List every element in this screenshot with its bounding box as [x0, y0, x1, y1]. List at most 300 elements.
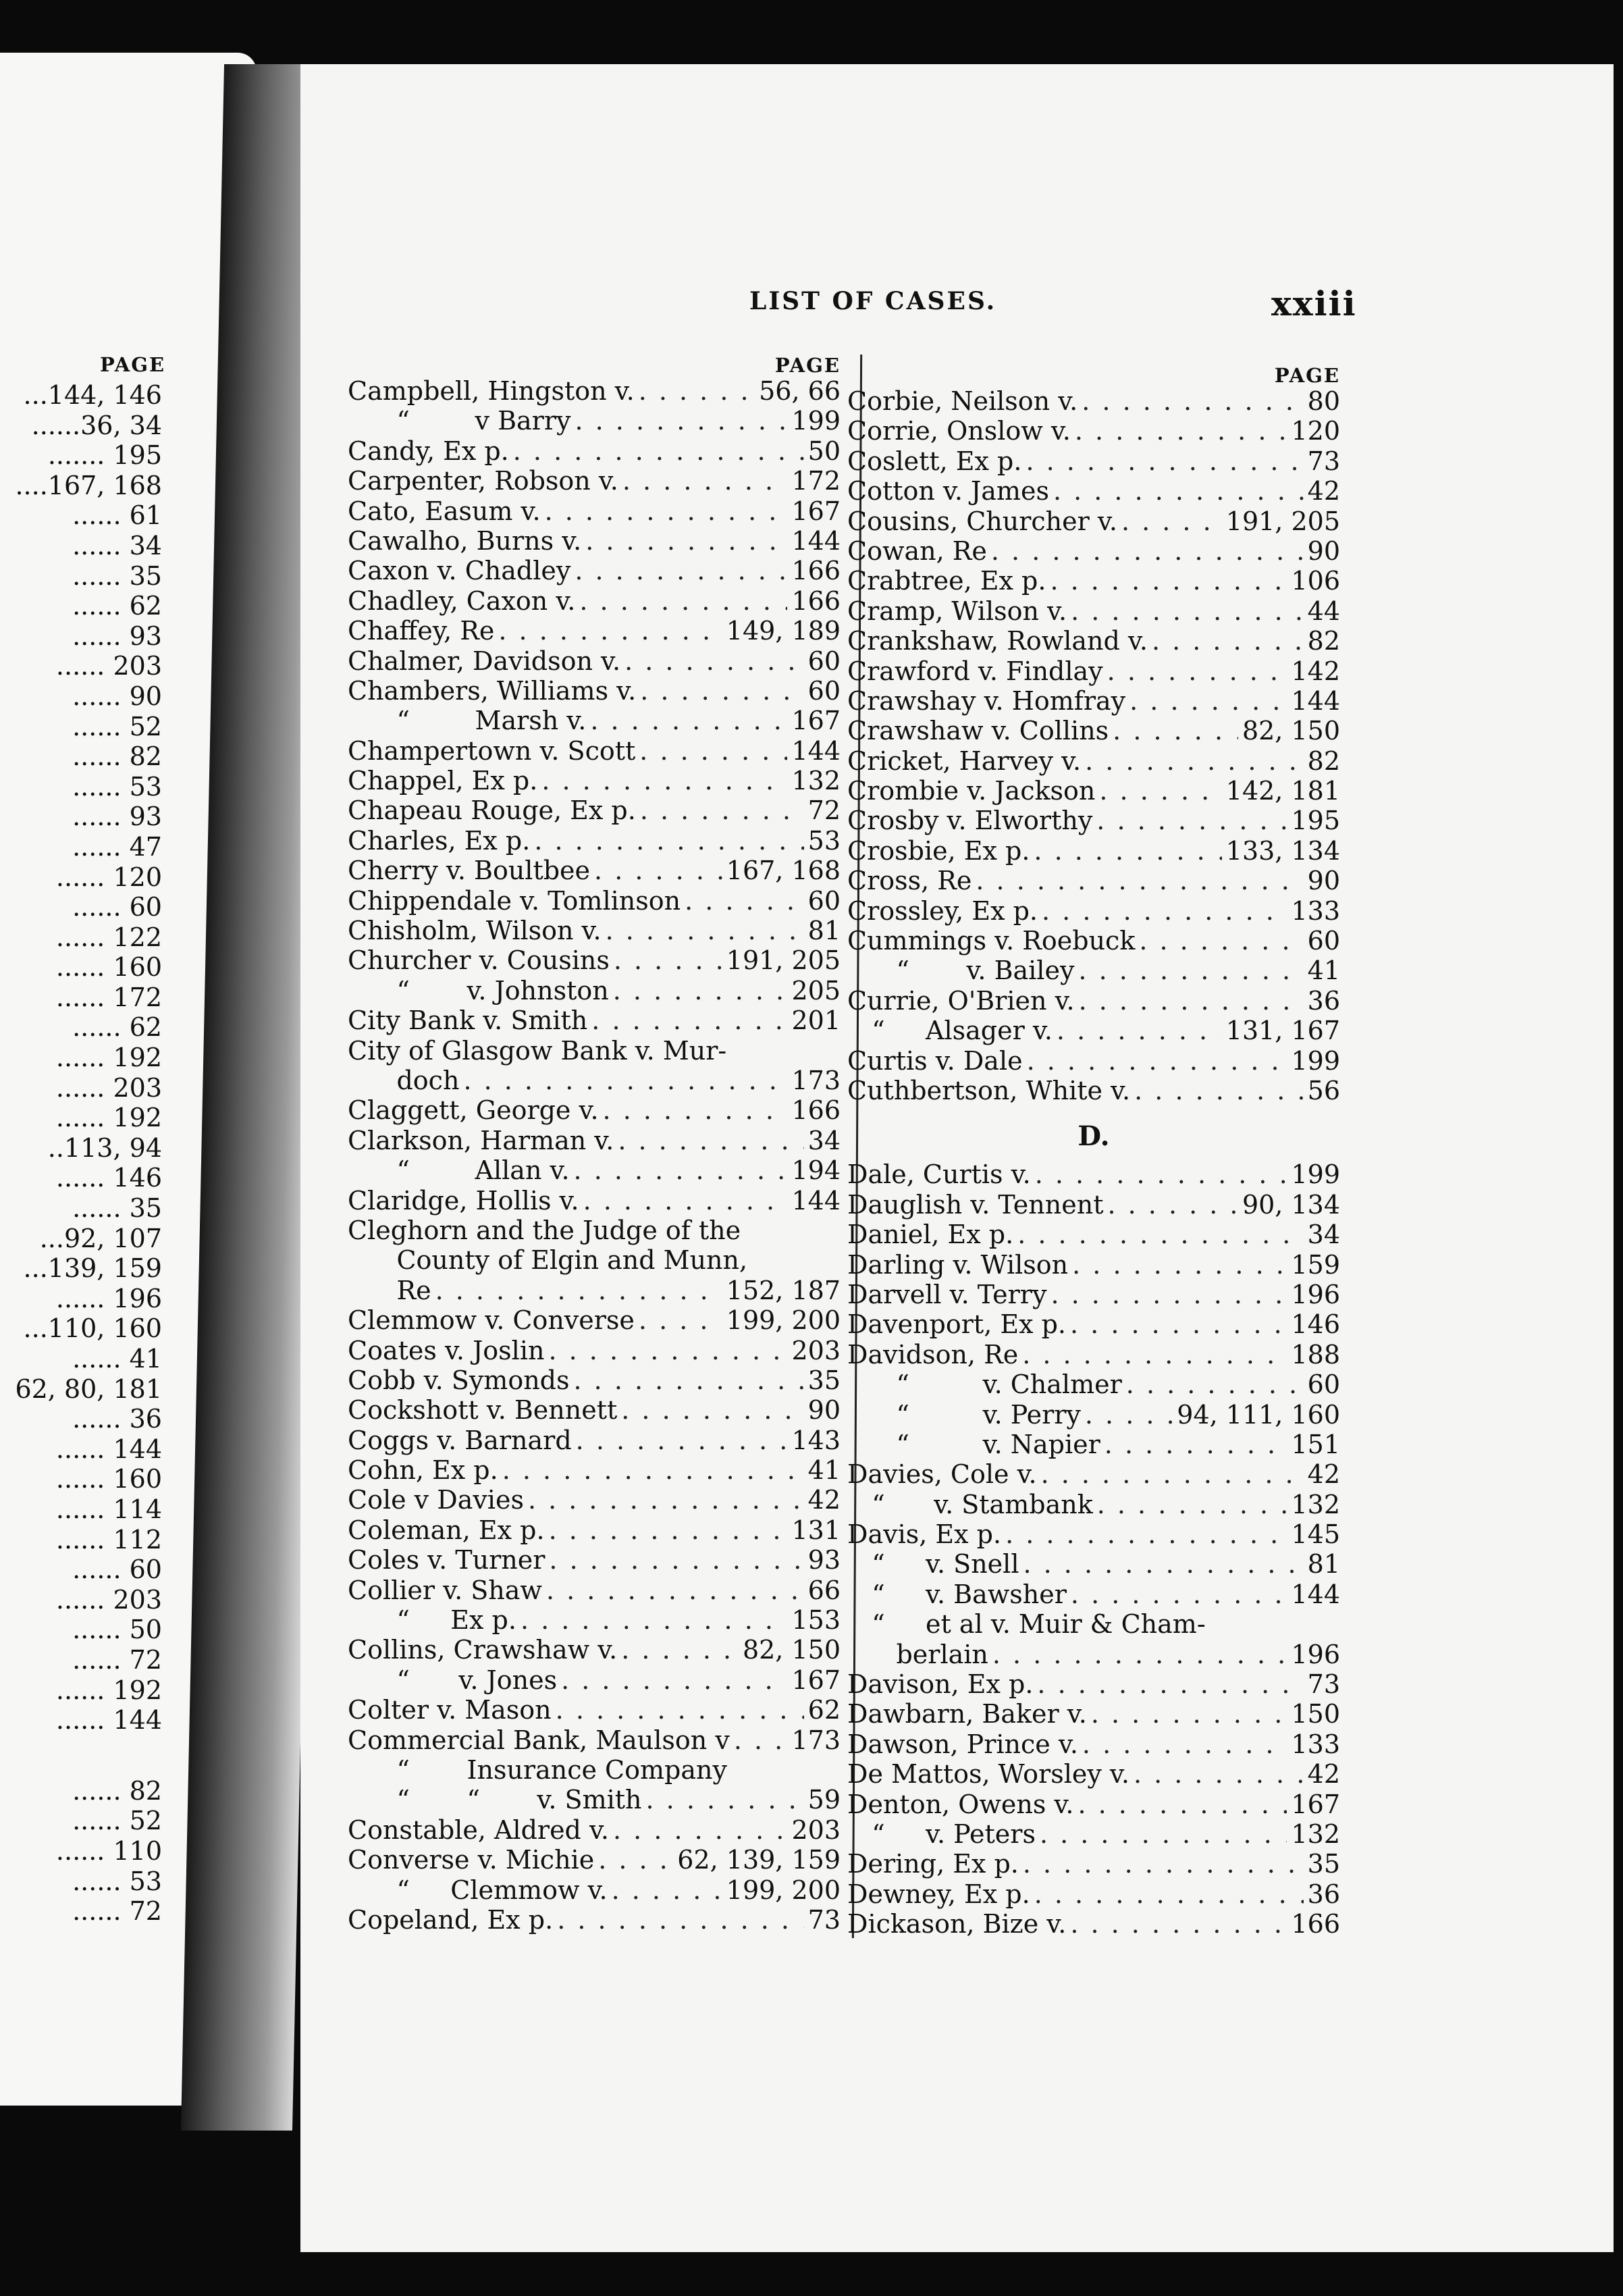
entry-page-number: 90, 134	[1242, 1189, 1340, 1220]
left-page-number-row: ...... 93	[72, 802, 162, 832]
dot-leader	[534, 826, 803, 856]
index-entry	[847, 1790, 1340, 1819]
left-page-number-row: ...... 34	[72, 530, 162, 560]
entry-case-name: Chalmer, Davidson v.	[348, 646, 621, 676]
dot-leader	[1040, 1819, 1287, 1849]
dot-leader	[590, 706, 787, 735]
entry-page-number: 142, 181	[1225, 776, 1340, 806]
left-page-number-row: ...... 90	[72, 681, 162, 711]
entry-page-number: 191, 205	[726, 945, 841, 976]
entry-page-number: 166	[791, 556, 841, 586]
entry-case-name: “ v. Bawsher	[847, 1579, 1067, 1609]
entry-page-number: 56	[1307, 1075, 1340, 1105]
index-entry	[847, 686, 1340, 716]
left-page-number-row: ...... 62	[72, 591, 162, 621]
index-entry	[847, 1580, 1340, 1609]
index-entry	[348, 1845, 841, 1875]
dot-leader	[1134, 1076, 1304, 1105]
index-entry	[847, 1159, 1340, 1189]
index-entry	[847, 446, 1340, 476]
index-entry	[348, 1515, 841, 1545]
left-page-number-row: ...... 52	[72, 711, 162, 741]
left-page-number-row: ...... 146	[55, 1163, 162, 1193]
entry-case-name: “ v. Chalmer	[847, 1369, 1122, 1400]
entry-case-name: County of Elgin and Munn,	[348, 1245, 748, 1276]
dot-leader	[1129, 686, 1287, 716]
entry-page-number: 191, 205	[1225, 506, 1340, 536]
entry-case-name: Claridge, Hollis v.	[348, 1185, 579, 1216]
entry-page-number: 36	[1307, 1879, 1340, 1909]
entry-page-number: 44	[1307, 596, 1340, 626]
dot-leader	[1023, 1849, 1304, 1879]
dot-leader	[1075, 416, 1287, 446]
dot-leader	[591, 1006, 787, 1035]
dot-leader	[646, 1785, 804, 1815]
entry-case-name: Coslett, Ex p.	[847, 446, 1022, 476]
entry-page-number: 151	[1291, 1429, 1340, 1459]
index-entry	[348, 886, 841, 916]
dot-leader	[1113, 716, 1238, 746]
entry-case-name: Commercial Bank, Maulson v	[348, 1725, 730, 1755]
index-entry	[348, 1095, 841, 1125]
left-page-number-row: ...... 144	[55, 1434, 162, 1464]
dot-leader	[1070, 1909, 1287, 1939]
left-page-number-row: ...... 203	[55, 1584, 162, 1615]
entry-page-number: 203	[791, 1815, 841, 1845]
entry-page-number: 62, 139, 159	[677, 1845, 841, 1875]
entry-list	[847, 386, 1340, 1105]
index-entry	[847, 416, 1340, 446]
entry-case-name: Cleghorn and the Judge of the	[348, 1215, 741, 1245]
entry-case-name: Cole v Davies	[348, 1485, 524, 1515]
entry-case-name: “ v. Bailey	[847, 956, 1075, 986]
entry-case-name: “ et al v. Muir & Cham-	[847, 1609, 1206, 1640]
entry-case-name: City of Glasgow Bank v. Mur-	[348, 1035, 727, 1066]
index-entry	[847, 866, 1340, 895]
index-entry	[348, 376, 841, 406]
entry-case-name: Crosbie, Ex p.	[847, 835, 1030, 866]
entry-case-name: Darvell v. Terry	[847, 1279, 1047, 1309]
index-entry	[847, 1909, 1340, 1939]
index-entry	[348, 1365, 841, 1395]
dot-leader	[463, 1066, 787, 1095]
entry-case-name: Caxon v. Chadley	[348, 556, 571, 586]
index-entry	[348, 1485, 841, 1515]
entry-case-name: Champertown v. Scott	[348, 735, 636, 766]
index-entry	[348, 1575, 841, 1605]
dot-leader	[1005, 1519, 1287, 1549]
dot-leader	[549, 1515, 788, 1545]
entry-case-name: “ Clemmow v.	[348, 1875, 608, 1905]
dot-leader	[1082, 386, 1303, 416]
entry-page-number: 60	[807, 675, 841, 706]
index-entry	[348, 795, 841, 825]
dot-leader	[1071, 596, 1304, 626]
index-entry	[348, 1545, 841, 1575]
entry-page-number: 35	[807, 1365, 841, 1395]
index-entry	[348, 1755, 841, 1785]
dot-leader	[1121, 506, 1222, 536]
dot-leader	[1107, 1190, 1238, 1220]
entry-case-name: Coleman, Ex p.	[348, 1515, 545, 1545]
dot-leader	[612, 1875, 722, 1905]
index-entry	[348, 1785, 841, 1815]
dot-leader	[614, 945, 722, 975]
entry-page-number: 34	[807, 1125, 841, 1155]
dot-leader	[1071, 1580, 1287, 1609]
left-page-number-row: ...... 60	[72, 892, 162, 922]
entry-page-number: 56, 66	[759, 376, 841, 406]
index-entry	[348, 736, 841, 766]
index-entry	[348, 1815, 841, 1845]
dot-leader	[557, 1905, 803, 1935]
left-page-number-row: ...... 144	[55, 1705, 162, 1736]
dot-leader	[1079, 986, 1304, 1016]
left-page-number-row: ...... 114	[55, 1494, 162, 1524]
entry-page-number: 60	[1307, 1369, 1340, 1400]
entry-case-name: Chapeau Rouge, Ex p.	[348, 795, 636, 826]
left-page-number-row: ...... 192	[55, 1675, 162, 1705]
dot-leader	[579, 586, 787, 616]
index-entry	[847, 1640, 1340, 1669]
entry-case-name: Chippendale v. Tomlinson	[348, 885, 681, 916]
dot-leader	[1096, 806, 1287, 835]
entry-case-name: “ Ex p.	[348, 1605, 516, 1636]
entry-page-number: 73	[1307, 1669, 1340, 1700]
index-entry	[847, 386, 1340, 416]
dot-leader	[1107, 656, 1287, 686]
running-head: LIST OF CASES.	[749, 287, 997, 315]
entry-case-name: Cowan, Re	[847, 536, 987, 566]
index-entry	[348, 1126, 841, 1155]
left-page-number-row: ...... 53	[72, 1866, 162, 1896]
entry-page-number: 172	[791, 466, 841, 496]
dot-leader	[548, 1336, 787, 1365]
entry-page-number: 94, 111, 160	[1177, 1399, 1340, 1430]
index-entry	[847, 1459, 1340, 1489]
index-entry	[847, 1759, 1340, 1789]
entry-page-number: 196	[1291, 1279, 1340, 1309]
entry-case-name: Dewney, Ex p.	[847, 1879, 1030, 1909]
index-entry	[348, 1605, 841, 1635]
entry-page-number: 82	[1307, 746, 1340, 776]
index-entry	[847, 476, 1340, 506]
left-page-number-row: ...... 50	[72, 1615, 162, 1645]
index-entry	[348, 856, 841, 885]
entry-case-name: berlain	[847, 1639, 988, 1669]
index-entry	[847, 986, 1340, 1016]
entry-page-number: 144	[1291, 685, 1340, 716]
index-entry	[348, 1336, 841, 1365]
entry-case-name: Charles, Ex p.	[348, 825, 531, 856]
left-page-number-row: ...... 61	[72, 500, 162, 531]
entry-page-number: 166	[791, 1095, 841, 1126]
entry-case-name: Chaffey, Re	[348, 616, 495, 646]
left-page-number-row: ....... 195	[47, 440, 162, 471]
dot-leader	[613, 1815, 787, 1845]
entry-page-number: 90	[1307, 866, 1340, 896]
dot-leader	[1099, 776, 1221, 806]
entry-page-number: 60	[1307, 926, 1340, 956]
entry-case-name: Churcher v. Cousins	[348, 945, 610, 976]
entry-page-number: 66	[807, 1575, 841, 1605]
entry-page-number: 53	[807, 825, 841, 856]
dot-leader	[521, 1605, 788, 1635]
entry-page-number: 199	[791, 406, 841, 436]
entry-page-number: 35	[1307, 1849, 1340, 1879]
index-entry	[847, 1076, 1340, 1105]
index-entry	[348, 436, 841, 466]
entry-page-number: 196	[1291, 1639, 1340, 1669]
index-entry	[348, 706, 841, 735]
dot-leader	[1053, 476, 1304, 506]
left-page-number-row: ...... 160	[55, 1464, 162, 1494]
dot-leader	[1152, 626, 1304, 656]
entry-page-number: 146	[1291, 1309, 1340, 1340]
dot-leader	[621, 1395, 803, 1425]
entry-case-name: “ v. Johnston	[348, 975, 609, 1006]
index-entry	[847, 1549, 1340, 1579]
index-entry	[847, 746, 1340, 776]
dot-leader	[1070, 1309, 1287, 1339]
index-entry	[847, 596, 1340, 626]
left-page-number-row: ...... 203	[55, 1072, 162, 1103]
entry-page-number: 144	[791, 735, 841, 766]
entry-list-d	[847, 1159, 1340, 1939]
entry-case-name: Cohn, Ex p.	[348, 1455, 498, 1486]
entry-case-name: Claggett, George v.	[348, 1095, 599, 1126]
dot-leader	[1034, 836, 1221, 866]
dot-leader	[1027, 1046, 1287, 1076]
index-entry	[847, 1046, 1340, 1076]
entry-case-name: Cramp, Wilson v.	[847, 596, 1067, 626]
index-entry	[847, 716, 1340, 746]
entry-case-name: Davidson, Re	[847, 1339, 1019, 1369]
entry-page-number: 93	[807, 1545, 841, 1575]
index-entry	[348, 826, 841, 856]
index-entry	[348, 556, 841, 585]
entry-page-number: 203	[791, 1335, 841, 1365]
entry-page-number: 201	[791, 1006, 841, 1036]
entry-case-name: “ Allan v.	[348, 1155, 570, 1186]
entry-page-number: 145	[1291, 1519, 1340, 1550]
dot-leader	[1023, 1549, 1303, 1579]
index-entry	[847, 506, 1340, 536]
index-entry	[348, 526, 841, 556]
entry-case-name: “ v. Snell	[847, 1549, 1019, 1580]
index-entry	[348, 916, 841, 945]
entry-case-name: Crabtree, Ex p.	[847, 566, 1046, 596]
dot-leader	[606, 916, 804, 945]
entry-page-number: 82	[1307, 626, 1340, 656]
entry-page-number: 153	[791, 1605, 841, 1636]
entry-case-name: Cross, Re	[847, 866, 972, 896]
left-page-number-row: ...... 120	[55, 862, 162, 892]
left-page-number-row: ...... 110	[55, 1835, 162, 1866]
index-entry	[847, 1340, 1340, 1369]
dot-leader	[574, 1155, 788, 1185]
entry-case-name: Chambers, Williams v.	[348, 675, 637, 706]
dot-leader	[1097, 1490, 1287, 1519]
entry-page-number: 106	[1291, 566, 1340, 596]
dot-leader	[639, 376, 755, 406]
entry-case-name: “ v. Jones	[348, 1665, 558, 1695]
dot-leader	[1034, 1879, 1304, 1909]
entry-page-number: 42	[807, 1485, 841, 1515]
index-entry	[348, 1006, 841, 1035]
entry-case-name: Dale, Curtis v.	[847, 1159, 1031, 1190]
entry-case-name: Constable, Aldred v.	[348, 1815, 609, 1845]
entry-page-number: 82, 150	[742, 1635, 841, 1665]
dot-leader	[1037, 1669, 1303, 1699]
entry-case-name: Cherry v. Boultbee	[348, 856, 591, 886]
entry-page-number: 81	[1307, 1549, 1340, 1580]
section-letter: D.	[1077, 1120, 1110, 1153]
index-entry	[847, 1879, 1340, 1909]
index-entry	[348, 945, 841, 975]
entry-page-number: 81	[807, 916, 841, 946]
entry-case-name: Cousins, Churcher v.	[847, 506, 1117, 536]
left-page-number-row: ..113, 94	[47, 1132, 162, 1163]
index-entry	[348, 466, 841, 496]
index-entry	[348, 676, 841, 706]
entry-case-name: Chadley, Caxon v.	[348, 585, 576, 616]
entry-page-number: 167	[791, 496, 841, 526]
index-entry	[847, 536, 1340, 566]
entry-page-number: 72	[807, 795, 841, 826]
index-entry	[348, 1905, 841, 1935]
dot-leader	[576, 1426, 788, 1455]
dot-leader	[603, 1095, 788, 1125]
index-entry	[847, 776, 1340, 806]
left-page-number-row: ...... 41	[72, 1344, 162, 1374]
entry-case-name: Clemmow v. Converse	[348, 1305, 635, 1336]
entry-case-name: “ v. Napier	[847, 1429, 1100, 1459]
entry-page-number: 133	[1291, 895, 1340, 926]
dot-leader	[1042, 896, 1287, 926]
entry-case-name: Cobb v. Symonds	[348, 1365, 570, 1395]
entry-case-name: “ Alsager v.	[847, 1016, 1053, 1046]
entry-page-number: 133	[1291, 1729, 1340, 1759]
index-entry	[348, 1635, 841, 1665]
index-entry	[847, 1369, 1340, 1399]
entry-page-number: 167	[1291, 1789, 1340, 1819]
entry-page-number: 80	[1307, 386, 1340, 416]
left-page-number-row: ...... 203	[55, 651, 162, 681]
entry-case-name: Davison, Ex p.	[847, 1669, 1034, 1700]
dot-leader	[583, 1186, 788, 1216]
entry-case-name: Cotton v. James	[847, 476, 1049, 506]
entry-case-name: Chappel, Ex p.	[348, 766, 538, 796]
dot-leader	[640, 795, 804, 825]
index-entry	[348, 1036, 841, 1066]
entry-page-number: 173	[791, 1725, 841, 1755]
entry-page-number: 188	[1291, 1339, 1340, 1369]
entry-case-name: Corbie, Neilson v.	[847, 386, 1078, 416]
entry-case-name: Re	[348, 1275, 431, 1305]
entry-page-number: 195	[1291, 806, 1340, 836]
dot-leader	[549, 1545, 803, 1575]
left-page-number-row: ...... 192	[55, 1103, 162, 1133]
left-page-number-row: ...... 172	[55, 982, 162, 1012]
entry-case-name: Curtis v. Dale	[847, 1045, 1023, 1076]
index-entry	[348, 1245, 841, 1275]
index-entry	[847, 1609, 1340, 1639]
entry-page-number: 82, 150	[1242, 716, 1340, 746]
entry-page-number: 159	[1291, 1249, 1340, 1280]
index-entry	[847, 1400, 1340, 1430]
entry-case-name: Copeland, Ex p.	[348, 1904, 554, 1935]
dot-leader	[1017, 1220, 1303, 1249]
dot-leader	[639, 736, 787, 766]
entry-page-number: 131, 167	[1225, 1016, 1340, 1046]
dot-leader	[1022, 1340, 1287, 1369]
index-entry	[348, 1305, 841, 1335]
index-entry	[847, 836, 1340, 866]
entry-case-name: Converse v. Michie	[348, 1845, 595, 1875]
entry-case-name: Davis, Ex p.	[847, 1519, 1002, 1550]
entry-page-number: 90	[1307, 536, 1340, 566]
entry-page-number: 62	[807, 1695, 841, 1725]
dot-leader	[1072, 1250, 1287, 1280]
left-page-number-row: ...... 192	[55, 1043, 162, 1073]
dot-leader	[575, 406, 787, 436]
page-folio: xxiii	[1271, 284, 1357, 323]
entry-case-name: doch	[348, 1065, 460, 1095]
index-entry	[847, 1490, 1340, 1519]
index-entry	[847, 806, 1340, 835]
left-page-number-row: ...... 122	[55, 922, 162, 952]
entry-case-name: Currie, O'Brien v.	[847, 985, 1075, 1016]
index-entry	[847, 1819, 1340, 1849]
index-entry	[847, 1430, 1340, 1459]
entry-case-name: Cato, Easum v.	[348, 496, 541, 526]
dot-leader	[556, 1695, 804, 1725]
dot-leader	[1026, 446, 1303, 476]
index-entry	[847, 926, 1340, 956]
dot-leader	[992, 1640, 1287, 1669]
entry-page-number: 166	[1291, 1909, 1340, 1939]
dot-leader	[1057, 1016, 1222, 1045]
entry-page-number: 143	[791, 1425, 841, 1455]
entry-page-number: 144	[791, 1185, 841, 1216]
index-entry	[348, 616, 841, 646]
left-page-numbers	[0, 380, 162, 1927]
index-entry	[348, 1186, 841, 1216]
index-entry	[348, 1695, 841, 1725]
dot-leader	[991, 536, 1304, 566]
entry-case-name: Crawford v. Findlay	[847, 656, 1103, 686]
index-entry	[348, 1875, 841, 1905]
entry-page-number: 132	[1291, 1819, 1340, 1849]
left-page-number-row: ...... 53	[72, 771, 162, 802]
column-page-label: PAGE	[1274, 364, 1340, 387]
index-entry	[348, 1455, 841, 1485]
dot-leader	[513, 436, 804, 466]
entry-page-number: 60	[807, 646, 841, 676]
left-page-number-row: ...... 196	[55, 1283, 162, 1313]
entry-case-name: “ Insurance Company	[348, 1754, 727, 1785]
entry-case-name: Dawson, Prince v.	[847, 1729, 1078, 1759]
entry-case-name: Cuthbertson, White v.	[847, 1075, 1131, 1105]
entry-case-name: Coggs v. Barnard	[348, 1425, 572, 1455]
dot-leader	[594, 856, 722, 885]
entry-case-name: “ v. Perry	[847, 1399, 1081, 1430]
dot-leader	[1126, 1369, 1304, 1399]
entry-case-name: Crossley, Ex p.	[847, 895, 1038, 926]
entry-page-number: 50	[807, 436, 841, 466]
entry-page-number: 167	[791, 1665, 841, 1695]
